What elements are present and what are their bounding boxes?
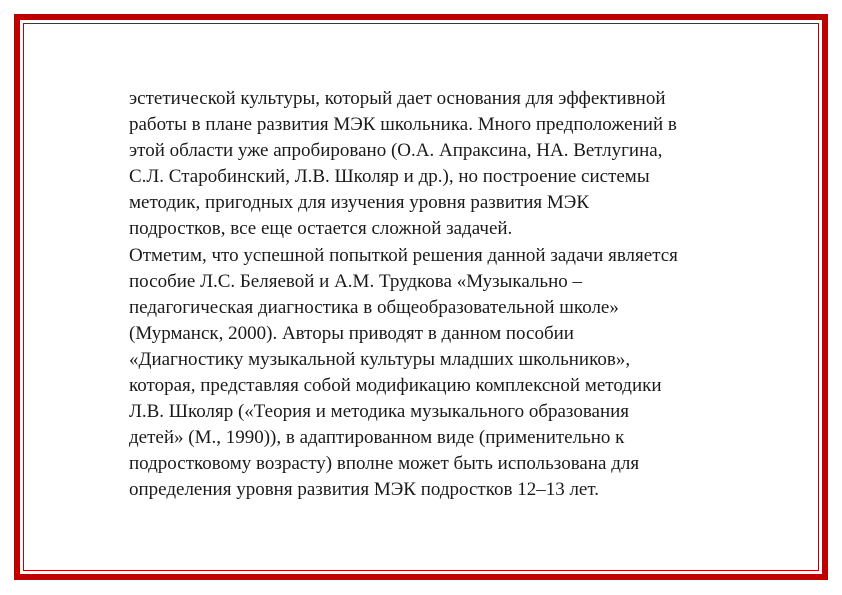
text-line: определения уровня развития МЭК подростков 12–13 лет. — [129, 479, 599, 501]
body-text — [129, 86, 769, 504]
text-line: детей» (М., 1990)), в адаптированном виде (применительно к — [129, 427, 625, 449]
text-line: (Мурманск, 2000). Авторы приводят в данном пособии — [129, 322, 574, 344]
text-line: этой области уже апробировано (О.А. Апраксина, НА. Ветлугина, — [129, 140, 663, 162]
text-line: подростков, все еще остается сложной задачей. — [129, 218, 513, 240]
text-line: подростковому возрасту) вполне может быть использована для — [129, 453, 640, 475]
text-line: работы в плане развития МЭК школьника. Много предположений в — [129, 114, 677, 136]
text-line: эстетической культуры, который дает основания для эффективной — [129, 88, 666, 109]
text-line: педагогическая диагностика в общеобразовательной школе» — [129, 296, 619, 318]
text-line: которая, представляя собой модификацию комплексной методики — [129, 375, 662, 397]
text-line: С.Л. Старобинский, Л.В. Школяр и др.), но построение системы — [129, 166, 650, 188]
text-line: методик, пригодных для изучения уровня развития МЭК — [129, 192, 589, 214]
text-line: Л.В. Школяр («Теория и методика музыкального образования — [129, 401, 630, 423]
text-line: «Диагностику музыкальной культуры младших школьников», — [129, 348, 631, 370]
text-line: Отметим, что успешной попыткой решения данной задачи является — [129, 244, 678, 266]
text-line: пособие Л.С. Беляевой и А.М. Трудкова «Музыкально – — [129, 270, 583, 292]
